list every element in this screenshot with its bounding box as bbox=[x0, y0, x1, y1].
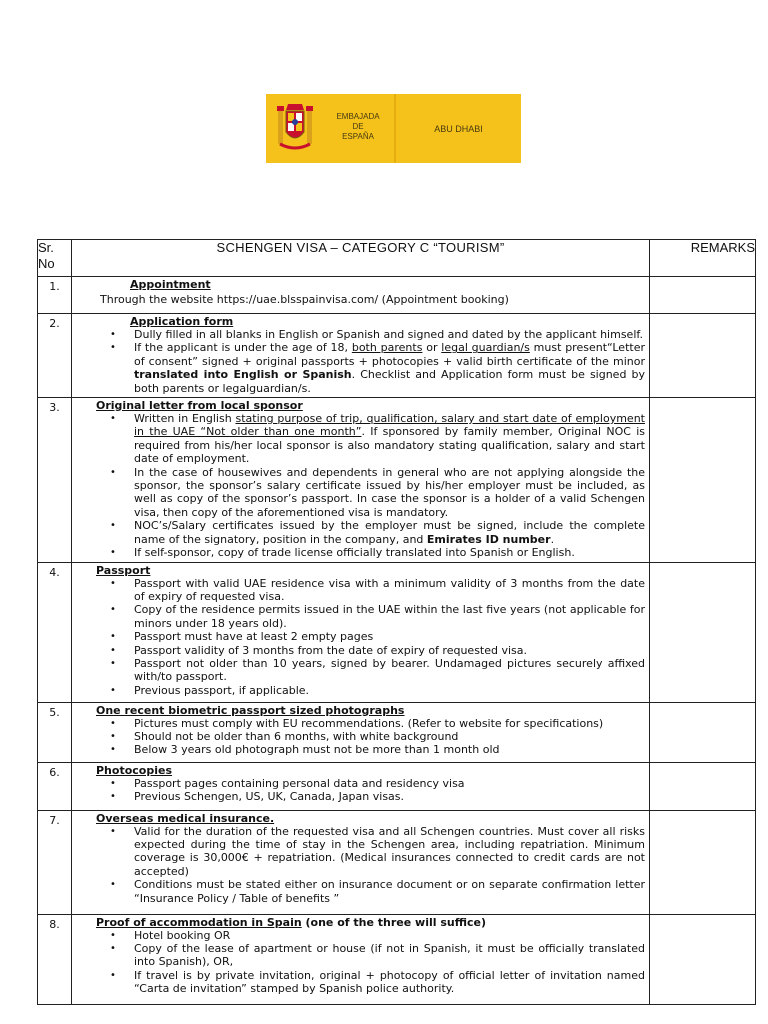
checklist-row bbox=[38, 914, 756, 1004]
requirement-item: • In the case of housewives and dependents in general who are not applying alongside the sponsor, the sponsor’s salary certificate issued by his/her employer must be included, as well as copy of the sponsor’s passport. In case the sponsor is a holder of a valid Schengen visa, then copy of the aforementioned visa is mandatory. bbox=[74, 466, 645, 520]
row-content bbox=[72, 398, 650, 562]
requirement-item: • Below 3 years old photograph must not be more than 1 month old bbox=[74, 743, 645, 756]
row-content bbox=[72, 562, 650, 702]
checklist-row bbox=[38, 762, 756, 810]
checklist-body bbox=[38, 277, 756, 1005]
requirement-item: • Previous Schengen, US, UK, Canada, Japan visas. bbox=[74, 790, 645, 803]
sr-no-header: Sr. No bbox=[38, 240, 72, 277]
checklist-row bbox=[38, 314, 756, 398]
section-title: Photocopies bbox=[96, 763, 172, 777]
requirement-item: • Should not be older than 6 months, with white background bbox=[74, 730, 645, 743]
requirement-item: • Valid for the duration of the requested visa and all Schengen countries. Must cover all risks expected during the time of stay in the Schengen area, including repatriation. Minimum coverage is 30,000€ + repatriation. (Medical insurances connected to credit cards are not accepted) bbox=[74, 825, 645, 879]
section-title: Proof of accommodation in Spain (one of the three will suffice) bbox=[96, 915, 486, 929]
coat-of-arms-icon bbox=[276, 102, 314, 154]
requirement-item: • Passport validity of 3 months from the date of expiry of requested visa. bbox=[74, 644, 645, 657]
section-title: Appointment bbox=[130, 278, 211, 291]
row-number: 3. bbox=[38, 398, 72, 562]
requirement-item: • Pictures must comply with EU recommendations. (Refer to website for specifications) bbox=[74, 717, 645, 730]
requirement-item: • If travel is by private invitation, original + photocopy of official letter of invitation named “Carta de invitation” stamped by Spanish police authority. bbox=[74, 969, 645, 996]
requirement-list bbox=[74, 577, 645, 698]
remarks-cell bbox=[650, 314, 756, 398]
row-number: 7. bbox=[38, 810, 72, 914]
row-content bbox=[72, 762, 650, 810]
requirement-item: • Dully filled in all blanks in English or Spanish and signed and dated by the applicant himself. bbox=[74, 328, 645, 341]
requirement-item: • Conditions must be stated either on insurance document or on separate confirmation letter “Insurance Policy / Table of benefits ” bbox=[74, 878, 645, 905]
logo-city: ABU DHABI bbox=[434, 123, 483, 134]
checklist-row bbox=[38, 398, 756, 562]
requirement-item: • Passport must have at least 2 empty pages bbox=[74, 630, 645, 643]
checklist-row bbox=[38, 810, 756, 914]
section-title: Overseas medical insurance. bbox=[96, 811, 275, 825]
checklist-table bbox=[37, 239, 756, 1005]
section-title: Application form bbox=[130, 315, 234, 328]
row-number: 8. bbox=[38, 914, 72, 1004]
section-title: Passport bbox=[96, 563, 151, 577]
requirement-item: • NOC’s/Salary certificates issued by the employer must be signed, include the complete name of the signatory, position in the company, and Emirates ID number. bbox=[74, 519, 645, 546]
row-content bbox=[72, 314, 650, 398]
row-number: 5. bbox=[38, 702, 72, 762]
requirement-item: • If self-sponsor, copy of trade license officially translated into Spanish or English. bbox=[74, 546, 645, 559]
requirement-item: • If the applicant is under the age of 18, both parents or legal guardian/s must present“Letter of consent” signed + original passports + photocopies + valid birth certificate of the minor translated into English or Spanish. Checklist and Application form must be signed by both parents or legalguardian/s. bbox=[74, 341, 645, 395]
remarks-cell bbox=[650, 914, 756, 1004]
requirement-item: • Passport with valid UAE residence visa with a minimum validity of 3 months from the date of expiry of requested visa. bbox=[74, 577, 645, 604]
section-text: Through the website https://uae.blsspainvisa.com/ (Appointment booking) bbox=[100, 293, 509, 306]
checklist-row bbox=[38, 277, 756, 314]
section-title: One recent biometric passport sized photographs bbox=[96, 703, 405, 717]
embassy-name: EMBAJADA DE ESPAÑA bbox=[336, 112, 380, 141]
logo-left-panel bbox=[266, 94, 394, 163]
row-number: 4. bbox=[38, 562, 72, 702]
checklist-row bbox=[38, 702, 756, 762]
requirement-item: • Hotel booking OR bbox=[74, 929, 645, 942]
table-header-row bbox=[38, 240, 756, 277]
document-title: SCHENGEN VISA – CATEGORY C “TOURISM” bbox=[72, 240, 650, 277]
requirement-list bbox=[74, 825, 645, 905]
embassy-logo bbox=[266, 94, 521, 163]
row-number: 2. bbox=[38, 314, 72, 398]
row-content bbox=[72, 277, 650, 314]
requirement-item: • Copy of the residence permits issued in the UAE within the last five years (not applicable for minors under 18 years old). bbox=[74, 603, 645, 630]
remarks-header: REMARKS bbox=[650, 240, 756, 277]
requirement-item: • Previous passport, if applicable. bbox=[74, 684, 645, 697]
remarks-cell bbox=[650, 562, 756, 702]
row-content bbox=[72, 914, 650, 1004]
requirement-list bbox=[74, 412, 645, 559]
section-title: Original letter from local sponsor bbox=[96, 399, 303, 413]
remarks-cell bbox=[650, 762, 756, 810]
requirement-item: • Passport pages containing personal data and residency visa bbox=[74, 777, 645, 790]
row-number: 1. bbox=[38, 277, 72, 314]
requirement-item: • Written in English stating purpose of trip, qualification, salary and start date of employment in the UAE “Not older than one month”. If sponsored by family member, Original NOC is required from his/her local sponsor is also mandatory stating qualification, salary and start date of employment. bbox=[74, 412, 645, 466]
row-number: 6. bbox=[38, 762, 72, 810]
requirement-item: • Copy of the lease of apartment or house (if not in Spanish, it must be officially translated into Spanish), OR, bbox=[74, 942, 645, 969]
row-content bbox=[72, 702, 650, 762]
requirement-list bbox=[74, 929, 645, 996]
requirement-list bbox=[74, 717, 645, 757]
remarks-cell bbox=[650, 398, 756, 562]
requirement-item: • Passport not older than 10 years, signed by bearer. Undamaged pictures securely affixed with/to passport. bbox=[74, 657, 645, 684]
remarks-cell bbox=[650, 810, 756, 914]
remarks-cell bbox=[650, 702, 756, 762]
checklist-row bbox=[38, 562, 756, 702]
requirement-list bbox=[74, 328, 645, 395]
row-content bbox=[72, 810, 650, 914]
remarks-cell bbox=[650, 277, 756, 314]
requirement-list bbox=[74, 777, 645, 804]
